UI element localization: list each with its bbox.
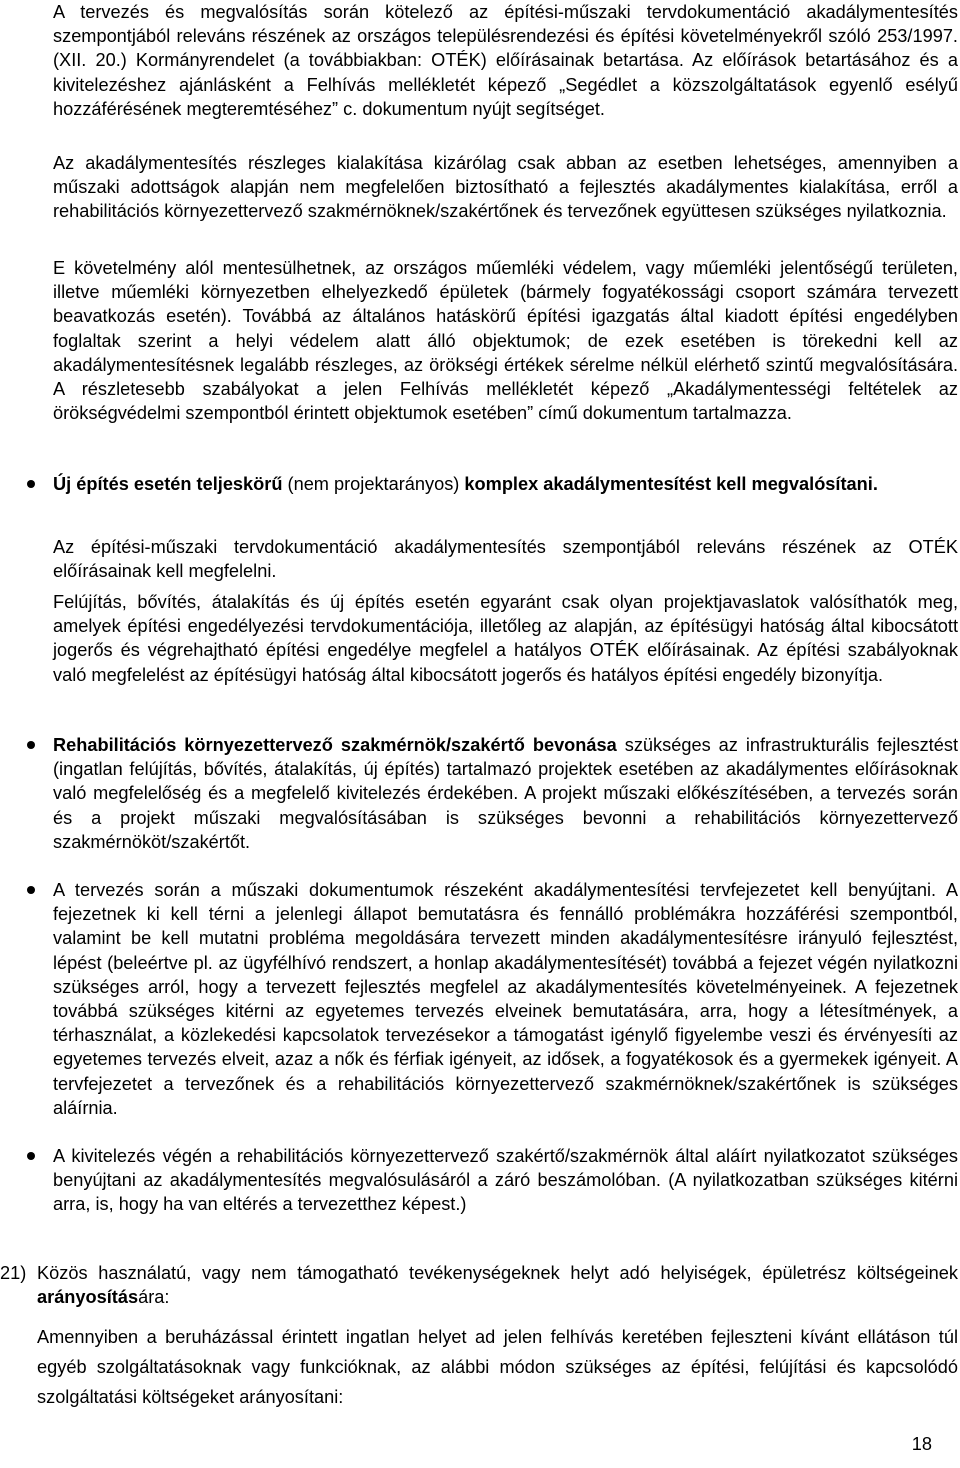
paragraph-partial-accessibility: Az akadálymentesítés részleges kialakítása kizárólag csak abban az esetben lehetséges, amennyiben a műszaki adottságok alapján nem megfelelően biztosítható a fejlesztés akadálymentes kialakítása, erről a rehabilitációs környezettervező szakmérnöknek/szakértőnek és tervezőnek együttesen szükséges nyilatkoznia. [53, 153, 958, 222]
bullet-icon [27, 886, 35, 894]
paragraph-otek-compliance: Az építési-műszaki tervdokumentáció akadálymentesítés szempontjából releváns részének az OTÉK előírásainak kell megfelelni. [53, 537, 958, 582]
bold-text: arányosítás [37, 1287, 139, 1308]
bullet-new-construction [53, 472, 958, 496]
bullet-icon [27, 741, 35, 749]
paragraph-cost-proportioning: Amennyiben a beruházással érintett ingatlan helyet ad jelen felhívás keretében fejleszteni kívánt ellátáson túl egyéb szolgáltatásoknak vagy funkcióknak, az alábbi módon szükséges az építési, felújítási és kapcsolódó szolgáltatási költségeket arányosítani: [37, 1327, 958, 1407]
bullet-accessibility-plan-chapter: A tervezés során a műszaki dokumentumok részeként akadálymentesítési tervfejezetet kell benyújtani. A fejezetnek ki kell térni a jelenlegi állapot bemutatásra és fennálló problémákra hozzáférési szempontból, valamint be kell mutatni probléma megoldására tervezett minden akadálymentesítésre irányuló fejlesztést, lépést (beleértve pl. az ügyfélhívó rendszert, a honlap akadálymentesítését) továbbá a fejezet végén nyilatkozni szükséges arról, hogy a tervezett fejlesztés megfelel az akadálymentesítés követelményeinek. A fejezetnek továbbá szükséges kitérni az egyetemes tervezés elveinek bemutatására, arra, hogy a létesítmények, a térhasználat, a közlekedési kapcsolatok tervezésekor a támogatást igénylő figyelembe veszi és érvényesíti az egyetemes tervezés elveit, azaz a nők és férfiak igényeit, az idősek, a fogyatékosok és a gyermekek igényeit. A tervfejezetet a tervezőnek és a rehabilitációs környezettervező szakmérnöknek/szakértőnek is szükséges aláírnia. [53, 880, 958, 1118]
normal-text: Közös használatú, vagy nem támogatható tevékenységeknek helyt adó helyiségek, épületrész költségeinek [37, 1263, 958, 1283]
bold-text: Új építés esetén teljeskörű [53, 474, 283, 494]
bullet-icon [27, 480, 35, 488]
item-21-heading [37, 1261, 958, 1309]
paragraph-monument-exemption: E követelmény alól mentesülhetnek, az országos műemléki védelem, vagy műemléki jelentőségű területen, illetve műemléki környezetben elhelyezkedő épületek (bármely fogyatékossági csoport számára tervezett beavatkozás esetén). Továbbá az általános hatáskörű építési igazgatás által kiadott építési engedélyben foglaltak szerint a helyi védelem alatt álló objektumok; de ezek esetében is törekedni kell az akadálymentesítésnek legalább részleges, az örökségi értékek sérelme nélkül elérhető szintű megvalósítására. A részletesebb szabályokat a jelen Felhívás mellékletét képező „Akadálymentességi feltételek az örökségvédelmi szempontból érintett objektumok esetében” című dokumentum tartalmazza. [53, 258, 958, 424]
bullet-rehabilitation-expert [53, 733, 958, 854]
normal-text: szükséges az infrastrukturális fejlesztést (ingatlan felújítás, bővítés, átalakítás, új építés) tartalmazó projektek esetében az akadálymentes előírásoknak való megfelelőség és a megfelelő kivitelezés érdekében. A projekt műszaki előkészítésében, a tervezés során és a projekt műszaki megvalósításában is szükséges bevonni a rehabilitációs környezettervező szakmérnököt/szakértőt. [53, 735, 958, 852]
paragraph-otek-requirements: A tervezés és megvalósítás során kötelező az építési-műszaki tervdokumentáció akadálymentesítés szempontjából releváns részének az országos településrendezési és építési követelményekről szóló 253/1997. (XII. 20.) Kormányrendelet (a továbbiakban: OTÉK) előírásainak betartása. Az előírások betartásához és a kivitelezéshez ajánlásként a Felhívás mellékletét képező „Segédlet a közszolgáltatások egyenlő esélyű hozzáférésének megteremtéséhez” c. dokumentum nyújt segítséget. [53, 2, 958, 119]
paragraph-building-permit: Felújítás, bővítés, átalakítás és új építés esetén egyaránt csak olyan projektjavaslatok valósíthatók meg, amelyek építési engedélyezési tervdokumentációja, illetőleg az alapján, az építésügyi hatóság által kibocsátott jogerős és végrehajtható építési engedélye megfelel a hatályos OTÉK előírásainak. Az építési szabályoknak való megfelelést az építésügyi hatóság által kibocsátott jogerős és hatályos építési engedély bizonyítja. [53, 592, 958, 685]
normal-text: ára: [138, 1287, 170, 1308]
bold-text: komplex akadálymentesítést kell megvalósítani. [464, 474, 878, 494]
bullet-final-declaration: A kivitelezés végén a rehabilitációs környezettervező szakértő/szakmérnök által aláírt nyilatkozatot szükséges benyújtani az akadálymentesítés megvalósulásáról a záró beszámolóban. (A nyilatkozatban szükséges kitérni arra, is, hogy ha van eltérés a tervezetthez képest.) [53, 1146, 958, 1215]
page-number: 18 [911, 1434, 932, 1454]
item-number: 21) [0, 1263, 27, 1283]
normal-text: (nem projektarányos) [282, 474, 465, 494]
bold-text: Rehabilitációs környezettervező szakmérnök/szakértő bevonása [53, 735, 617, 755]
bullet-icon [27, 1152, 35, 1160]
